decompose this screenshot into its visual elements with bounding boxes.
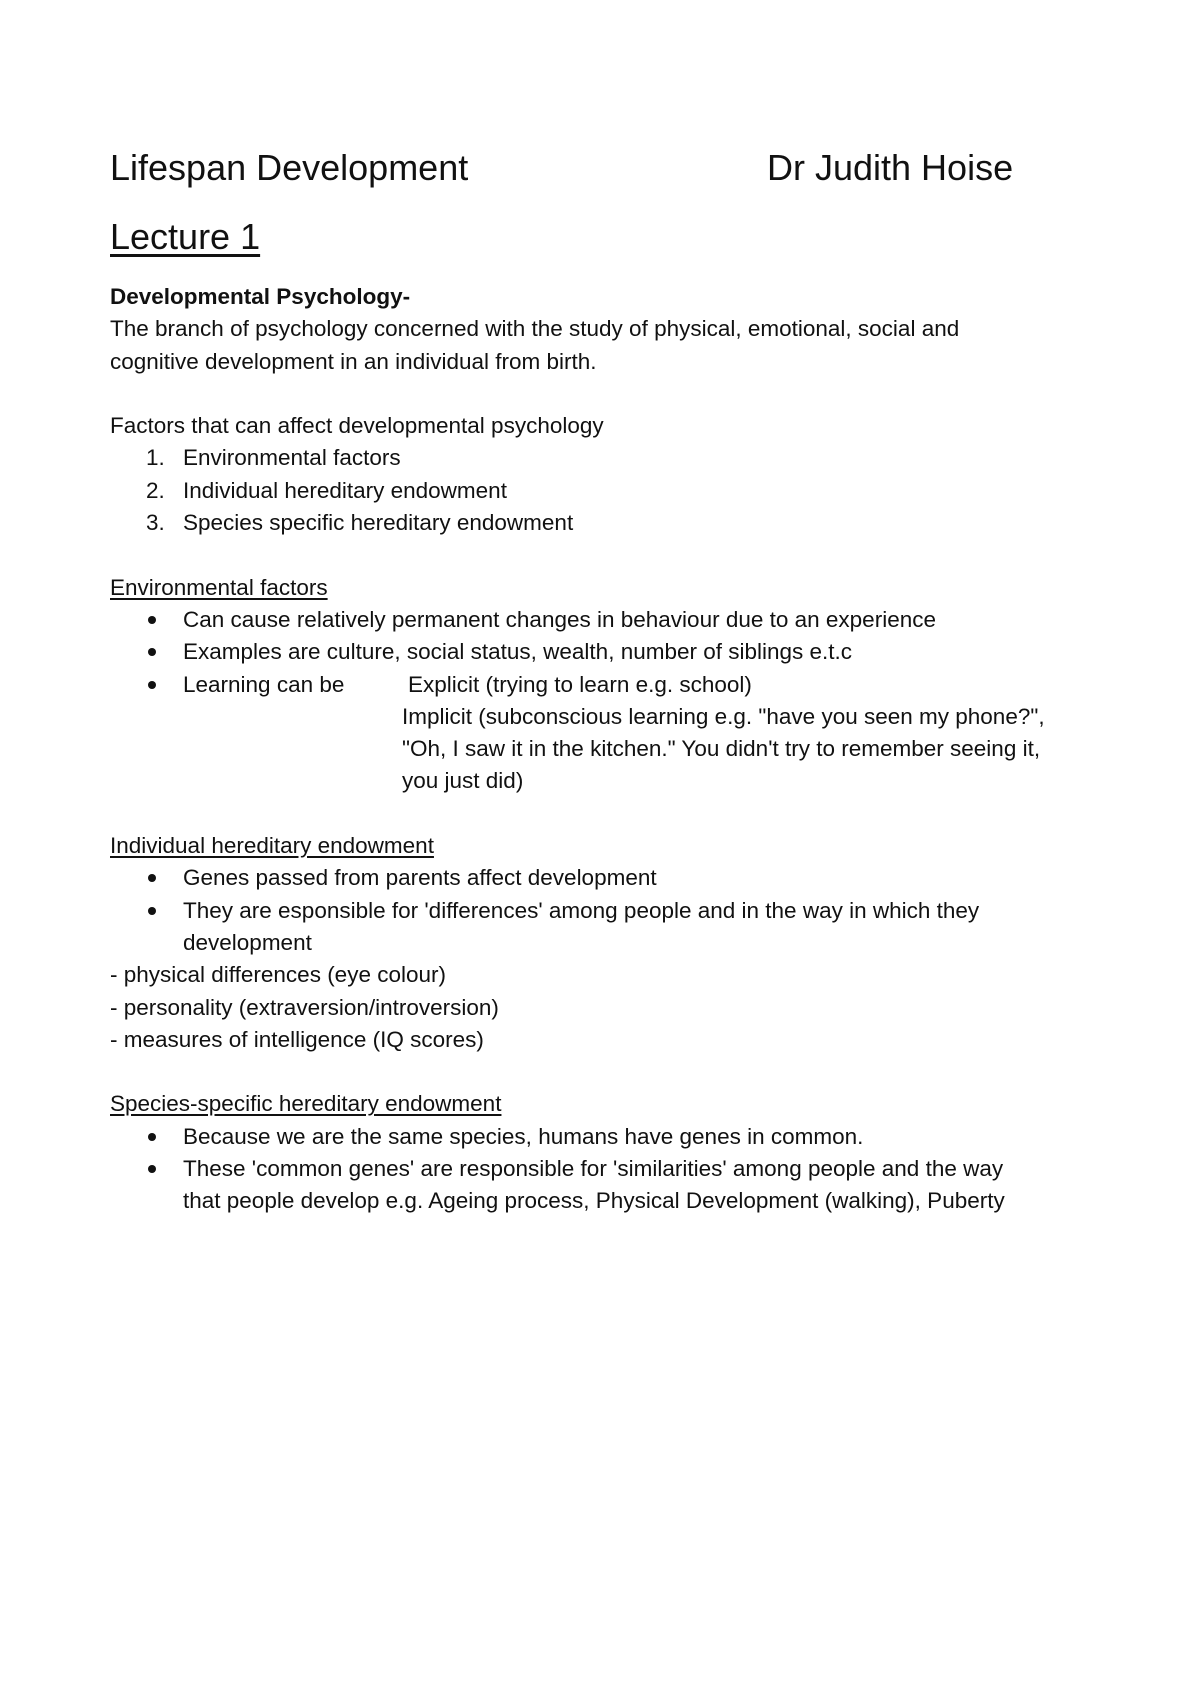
bullet-item [110, 862, 1110, 894]
dash-item: - physical differences (eye colour) [110, 962, 446, 988]
spacer [110, 1056, 1110, 1088]
spacer [110, 539, 1110, 571]
course-title: Lifespan Development [110, 147, 469, 188]
definition-text-line: The branch of psychology concerned with the study of physical, emotional, social and [110, 316, 960, 342]
bullet-icon [148, 681, 156, 689]
bullet-continuation: development [183, 929, 312, 955]
bullet-text: Learning can be [183, 671, 345, 697]
bullet-text: These 'common genes' are responsible for 'similarities' among people and the way [183, 1156, 1004, 1182]
section-heading-text: Species-specific hereditary endowment [110, 1091, 502, 1117]
list-item-text: Species specific hereditary endowment [183, 510, 574, 536]
list-number: 2. [146, 477, 165, 503]
definition-term: Developmental Psychology- [110, 284, 411, 309]
list-item-text: Environmental factors [183, 445, 401, 471]
document-header [110, 146, 1110, 190]
section-heading [110, 1088, 1110, 1120]
spacer [110, 798, 1110, 830]
bullet-text: They are esponsible for 'differences' among people and in the way in which they [183, 897, 980, 923]
lecturer-name: Dr Judith Hoise [767, 147, 1014, 188]
bullet-item [110, 1153, 1110, 1185]
factors-intro: Factors that can affect developmental psychology [110, 413, 604, 439]
lecture-title: Lecture 1 [110, 216, 261, 257]
bullet-icon [148, 907, 156, 915]
implicit-learning-line: you just did) [402, 768, 524, 794]
bullet-item [110, 636, 1110, 668]
list-item [110, 475, 1110, 507]
bullet-item [110, 669, 1110, 701]
bullet-icon [148, 648, 156, 656]
bullet-continuation: that people develop e.g. Ageing process, Physical Development (walking), Puberty [183, 1188, 1005, 1214]
document-body [110, 281, 1110, 1218]
list-number: 3. [146, 510, 165, 536]
bullet-icon [148, 1165, 156, 1173]
bullet-item [110, 1121, 1110, 1153]
section-heading [110, 572, 1110, 604]
implicit-learning-line: "Oh, I saw it in the kitchen." You didn't try to remember seeing it, [402, 736, 1041, 762]
section-heading-text: Individual hereditary endowment [110, 833, 434, 859]
spacer [110, 378, 1110, 410]
bullet-text: Can cause relatively permanent changes in behaviour due to an experience [183, 606, 936, 632]
explicit-learning-text: Explicit (trying to learn e.g. school) [408, 671, 752, 697]
bullet-item [110, 895, 1110, 927]
section-heading-text: Environmental factors [110, 574, 328, 600]
section-heading [110, 830, 1110, 862]
bullet-icon [148, 616, 156, 624]
list-item [110, 507, 1110, 539]
definition-text-line: cognitive development in an individual from birth. [110, 348, 597, 374]
dash-item: - measures of intelligence (IQ scores) [110, 1026, 484, 1052]
bullet-item [110, 604, 1110, 636]
bullet-text: Genes passed from parents affect development [183, 865, 657, 891]
bullet-text: Examples are culture, social status, wealth, number of siblings e.t.c [183, 639, 853, 665]
list-item-text: Individual hereditary endowment [183, 477, 507, 503]
bullet-icon [148, 1133, 156, 1141]
bullet-icon [148, 874, 156, 882]
dash-item: - personality (extraversion/introversion) [110, 994, 499, 1020]
list-item [110, 442, 1110, 474]
bullet-text: Because we are the same species, humans have genes in common. [183, 1123, 864, 1149]
list-number: 1. [146, 445, 165, 471]
implicit-learning-line: Implicit (subconscious learning e.g. "have you seen my phone?", [402, 703, 1045, 729]
